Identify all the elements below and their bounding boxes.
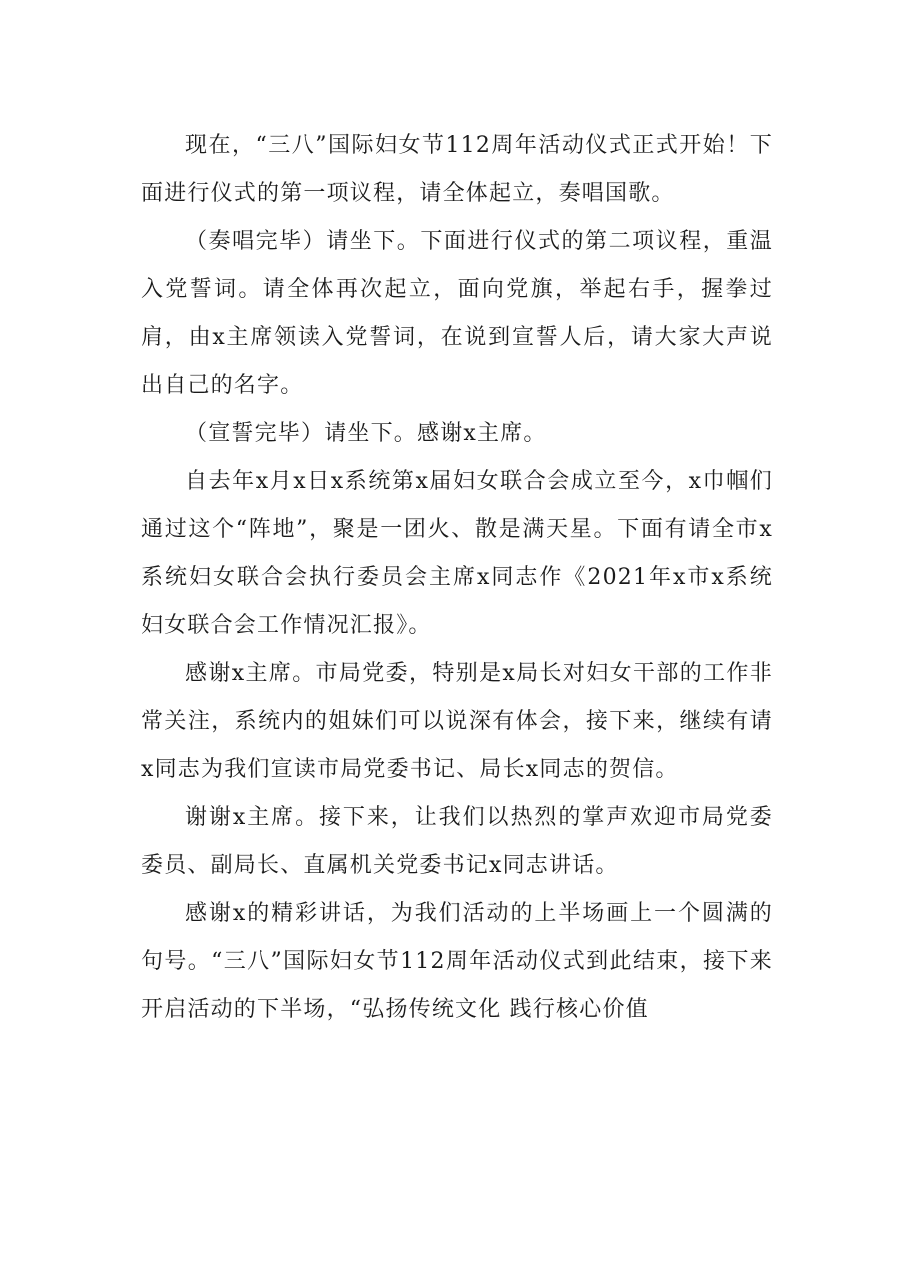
- paragraph-oath: （奏唱完毕）请坐下。下面进行仪式的第二项议程，重温入党誓词。请全体再次起立，面向党旗，举起右手，握拳过肩，由x主席领读入党誓词，在说到宣誓人后，请大家大声说出自己的名字。: [141, 229, 773, 398]
- paragraph-congratulation-letter: 感谢x主席。市局党委，特别是x局长对妇女干部的工作非常关注，系统内的姐妹们可以说深有体会，接下来，继续有请x同志为我们宣读市局党委书记、局长x同志的贺信。: [141, 661, 773, 782]
- document-body: [141, 122, 773, 1034]
- paragraph-closing: 感谢x的精彩讲话，为我们活动的上半场画上一个圆满的句号。“三八”国际妇女节112周年活动仪式到此结束，接下来开启活动的下半场，“弘扬传统文化 践行核心价值: [141, 901, 773, 1022]
- paragraph-oath-complete: （宣誓完毕）请坐下。感谢x主席。: [185, 421, 547, 446]
- paragraph-opening: 现在，“三八”国际妇女节112周年活动仪式正式开始！下面进行仪式的第一项议程，请全体起立，奏唱国歌。: [141, 133, 773, 206]
- paragraph-speech-intro: 谢谢x主席。接下来，让我们以热烈的掌声欢迎市局党委委员、副局长、直属机关党委书记x同志讲话。: [141, 805, 773, 878]
- paragraph-report: 自去年x月x日x系统第x届妇女联合会成立至今，x巾帼们通过这个“阵地”，聚是一团火、散是满天星。下面有请全市x系统妇女联合会执行委员会主席x同志作《2021年x市x系统妇女联合会工作情况汇报》。: [141, 469, 773, 638]
